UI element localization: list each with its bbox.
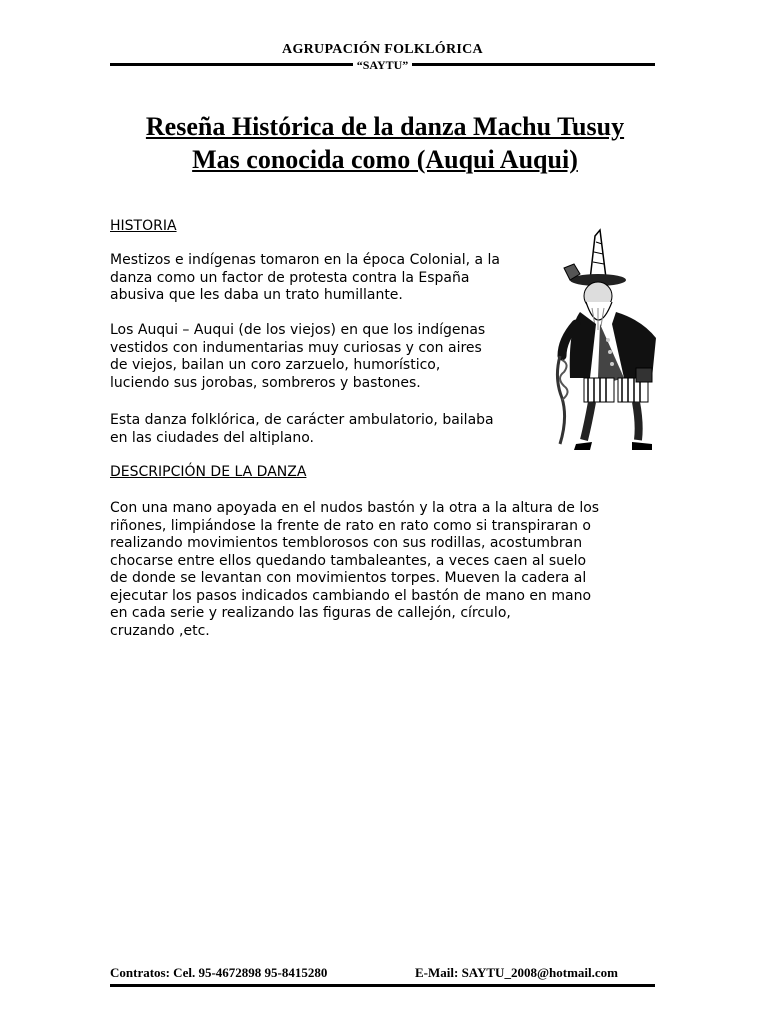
auqui-dancer-illustration-icon [540, 228, 670, 460]
text-line: Mestizos e indígenas tomaron en la época Colonial, a la [110, 252, 501, 268]
text-line: Con una mano apoyada en el nudos bastón y la otra a la altura de los [110, 500, 600, 516]
text-line: cruzando ,etc. [110, 622, 210, 639]
descripcion-heading: DESCRIPCIÓN DE LA DANZA [110, 464, 307, 480]
text-line: riñones, limpiándose la frente de rato en rato como si transpiraran o [110, 517, 591, 534]
text-line: de viejos, bailan un coro zarzuelo, humorístico, [110, 357, 441, 373]
footer-divider [110, 984, 655, 987]
title-line-2: Mas conocida como (Auqui Auqui) [192, 145, 578, 174]
footer-contacts: Contratos: Cel. 95-4672898 95-8415280 [110, 965, 328, 980]
historia-paragraph-2 [110, 322, 485, 392]
descripcion-paragraph [110, 500, 599, 640]
header-organization: AGRUPACIÓN FOLKLÓRICA [282, 42, 483, 57]
text-line: vestidos con indumentarias muy curiosas y con aires [110, 339, 482, 356]
text-line: Los Auqui – Auqui (de los viejos) en que los indígenas [110, 322, 486, 338]
footer-email: E-Mail: SAYTU_2008@hotmail.com [415, 965, 618, 980]
title-line-1: Reseña Histórica de la danza Machu Tusuy [145, 112, 625, 141]
historia-paragraph-3 [110, 412, 494, 447]
text-line: en las ciudades del altiplano. [110, 429, 315, 446]
historia-heading: HISTORIA [110, 218, 177, 234]
page-title [80, 110, 690, 176]
historia-paragraph-1 [110, 252, 500, 305]
text-line: abusiva que les daba un trato humillante. [110, 287, 403, 303]
text-line: danza como un factor de protesta contra la España [110, 269, 470, 286]
header-group-name-text: “SAYTU” [353, 58, 413, 72]
text-line: en cada serie y realizando las figuras de callejón, círculo, [110, 605, 511, 621]
text-line: chocarse entre ellos quedando tambaleantes, a veces caen al suelo [110, 552, 587, 569]
text-line: luciendo sus jorobas, sombreros y bastones. [110, 374, 421, 391]
text-line: Esta danza folklórica, de carácter ambulatorio, bailaba [110, 412, 494, 428]
header-group-name [110, 58, 655, 73]
text-line: realizando movimientos temblorosos con sus rodillas, acostumbran [110, 535, 583, 551]
text-line: ejecutar los pasos indicados cambiando el bastón de mano en mano [110, 587, 592, 604]
text-line: de donde se levantan con movimientos torpes. Mueven la cadera al [110, 570, 587, 586]
